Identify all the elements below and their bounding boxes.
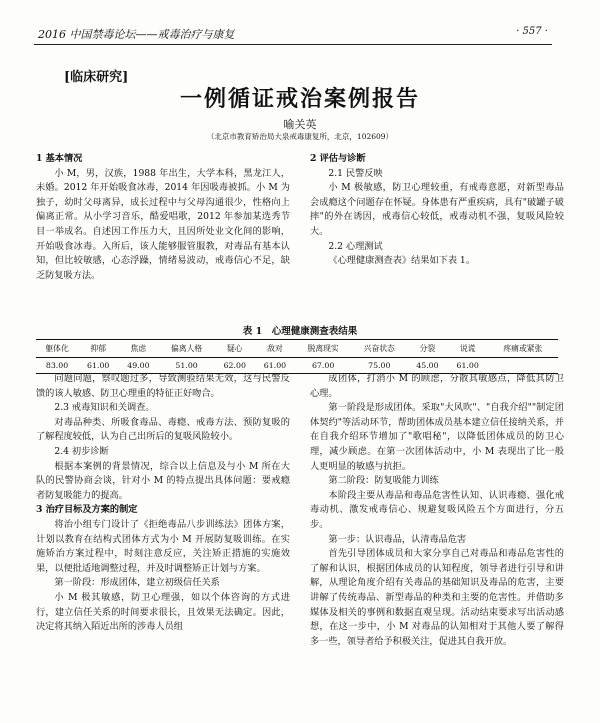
section-heading: 2 评估与诊断 (310, 153, 366, 164)
table-cell: 51.00 (175, 361, 198, 370)
running-header (38, 22, 548, 42)
table-header-cell: 躯体化 (45, 344, 69, 353)
paragraph: 第一步：认识毒品，认清毒品危害 (328, 533, 467, 545)
paragraph: 首先引导团体成员和大家分享自己对毒品和毒品危害性的了解和认识，根据团体成员的认知程度，领导者进行引导和讲解，从理论角度介绍有关毒品的基础知识及毒品的危害，主要讲解了传统毒品、新型毒品的种类和主要的危害性。并借助多媒体及相关的事例和数据直观呈现。活动结束要求写出活动感想，在这一步中，小 M 对毒品的认知相对于其他人要了解得多一些，领导者给予积极关注，促进其自我开放。 (310, 548, 564, 647)
table-header-cell: 脱离现实 (307, 344, 339, 353)
table-cell: 49.00 (127, 361, 150, 370)
table-header-row (36, 340, 558, 358)
paragraph: 第二阶段：防复吸能力训练 (328, 475, 439, 487)
subsection-heading: 2.1 民警反映 (328, 167, 383, 179)
table-cell: 61.00 (263, 361, 287, 370)
author: 喻关英 (283, 118, 317, 131)
right-column-bottom (310, 372, 564, 649)
paragraph: 第一阶段是形成团体。采取"大风吹"、"自我介绍""制定团体契约"等活动环节，帮助团体成员基本建立信任接纳关系，并在自我介绍环节增加了"歌唱秘"，以降低团体成员的防卫心理，减少顾虑。在第一次团体活动中，小 M 表现出了比一般人更明显的敏感与抗拒。 (310, 402, 564, 472)
table-header-cell: 疼痛或紧张 (503, 344, 543, 353)
table-header-cell: 兴奋状态 (363, 344, 395, 353)
subsection-heading: 2.3 戒毒知识和关调查。 (54, 402, 155, 414)
table-cell: 67.00 (311, 361, 335, 370)
table-header-cell: 抑郁 (90, 344, 106, 353)
article-title: 一例循证戒治案例报告 (179, 86, 420, 112)
table-cell: 75.00 (368, 361, 391, 370)
subsection-heading: 2.2 心理测试 (328, 240, 383, 252)
right-column-top (310, 152, 564, 269)
section-heading: 1 基本情况 (36, 153, 83, 164)
paragraph: 小 M，男，汉族，1988 年出生，大学本科，黑龙江人，未婚。2012 年开始吸食冰毒，2014 年因吸毒被抓。小 M 为独子，幼时父母离异，成长过程中与父母沟通很少，性格向上偏离正常。从小学习音乐，酷爱唱歌，2012 年参加某选秀节目一举成名。自述因工作压力大，且因所处业文化间的影响，开始吸食冰毒。入所后，该人能够服管服教，对毒品有基本认知，但比较敏感，心态浮躁，情绪易波动，戒毒信心不足，缺乏防复吸方法。 (36, 167, 290, 281)
table-header-cell: 偏离人格 (170, 344, 203, 353)
paragraph: 小 M 极敏感，防卫心理较重，有戒毒意愿，对新型毒品会成瘾这个问题存在怀疑。身体患有严重疾病，具有"破罐子破摔"的外在诱因，戒毒信心较低，戒毒动机不强，复吸风险较大。 (310, 182, 564, 237)
results-table (36, 339, 558, 374)
table-cell: 45.00 (416, 361, 439, 370)
paragraph: 第一阶段：形成团体，建立初级信任关系 (54, 577, 220, 589)
affiliation: （北京市教育矫治局大泉戒毒康复所，北京，102609） (206, 132, 394, 141)
paragraph: 小 M 极其敏感，防卫心理强，如以个体咨询的方式进行，建立信任关系的时间要求很长，且效果无法确定。因此，决定将其纳入陌近出所的涉毒人员组 (36, 591, 290, 633)
table-cell: 83.00 (45, 361, 69, 370)
table-caption: 表 1 心理健康测查表结果 (242, 326, 358, 337)
paragraph: 根据本案例的背景情况，综合以上信息及与小 M 所在大队的民警协商会谈，针对小 M 的特点提出具体问题：要戒瘾者防复吸能力的提高。 (36, 460, 290, 501)
table-cell: 61.00 (87, 361, 110, 370)
table-cell: 61.00 (456, 361, 479, 370)
section-heading: 3 治疗目标及方案的制定 (36, 504, 138, 516)
left-column-top (36, 152, 290, 283)
paragraph: 《心理健康测查表》结果如下表 1。 (328, 255, 475, 267)
table-cell: 62.00 (223, 361, 246, 370)
table-header-cell: 分裂 (419, 344, 436, 353)
table-header-cell: 敌对 (267, 344, 283, 353)
subsection-heading: 2.4 初步诊断 (54, 445, 109, 457)
paragraph: 本阶段主要从毒品和毒品危害性认知、认识毒瘾、强化戒毒动机、激发戒毒信心、规避复吸风险五个方面进行，分五步。 (310, 489, 564, 530)
paragraph: 成团体，打消小 M 的顾虑，分散其敏感点，降低其防卫心理。 (310, 373, 564, 399)
header-journal-title: 2016 中国禁毒论坛——戒毒治疗与康复 (38, 28, 235, 41)
column-tag: [临床研究] (64, 70, 129, 85)
table-header-cell: 说谎 (459, 344, 476, 353)
table-header-cell: 焦虑 (130, 344, 147, 353)
paragraph: 将治小组专门设计了《拒绝毒品八步训练法》团体方案，计划以教育在结构式团体方式为小 M 开展防复吸训练。在实施矫治方案过程中，时刻注意反应，关注矫正措施的实施效果，以便批适地调整过程，并及时调整矫正计划与方案。 (36, 518, 290, 574)
left-column-bottom (36, 372, 290, 635)
paragraph: 对毒品种类、所吸食毒品、毒瘾、戒毒方法、预防复吸的了解程度较低，认为自己出所后的复吸风险较小。 (36, 416, 290, 443)
header-page-number: · 557 · (516, 26, 548, 37)
table-header-cell: 疑心 (226, 344, 243, 353)
header-rule (34, 44, 552, 45)
paragraph: 问题问题，察叹题过多，导致测验结果无效，这与民警反馈的该人敏感、防卫心理重的特征正好吻合。 (36, 373, 290, 399)
